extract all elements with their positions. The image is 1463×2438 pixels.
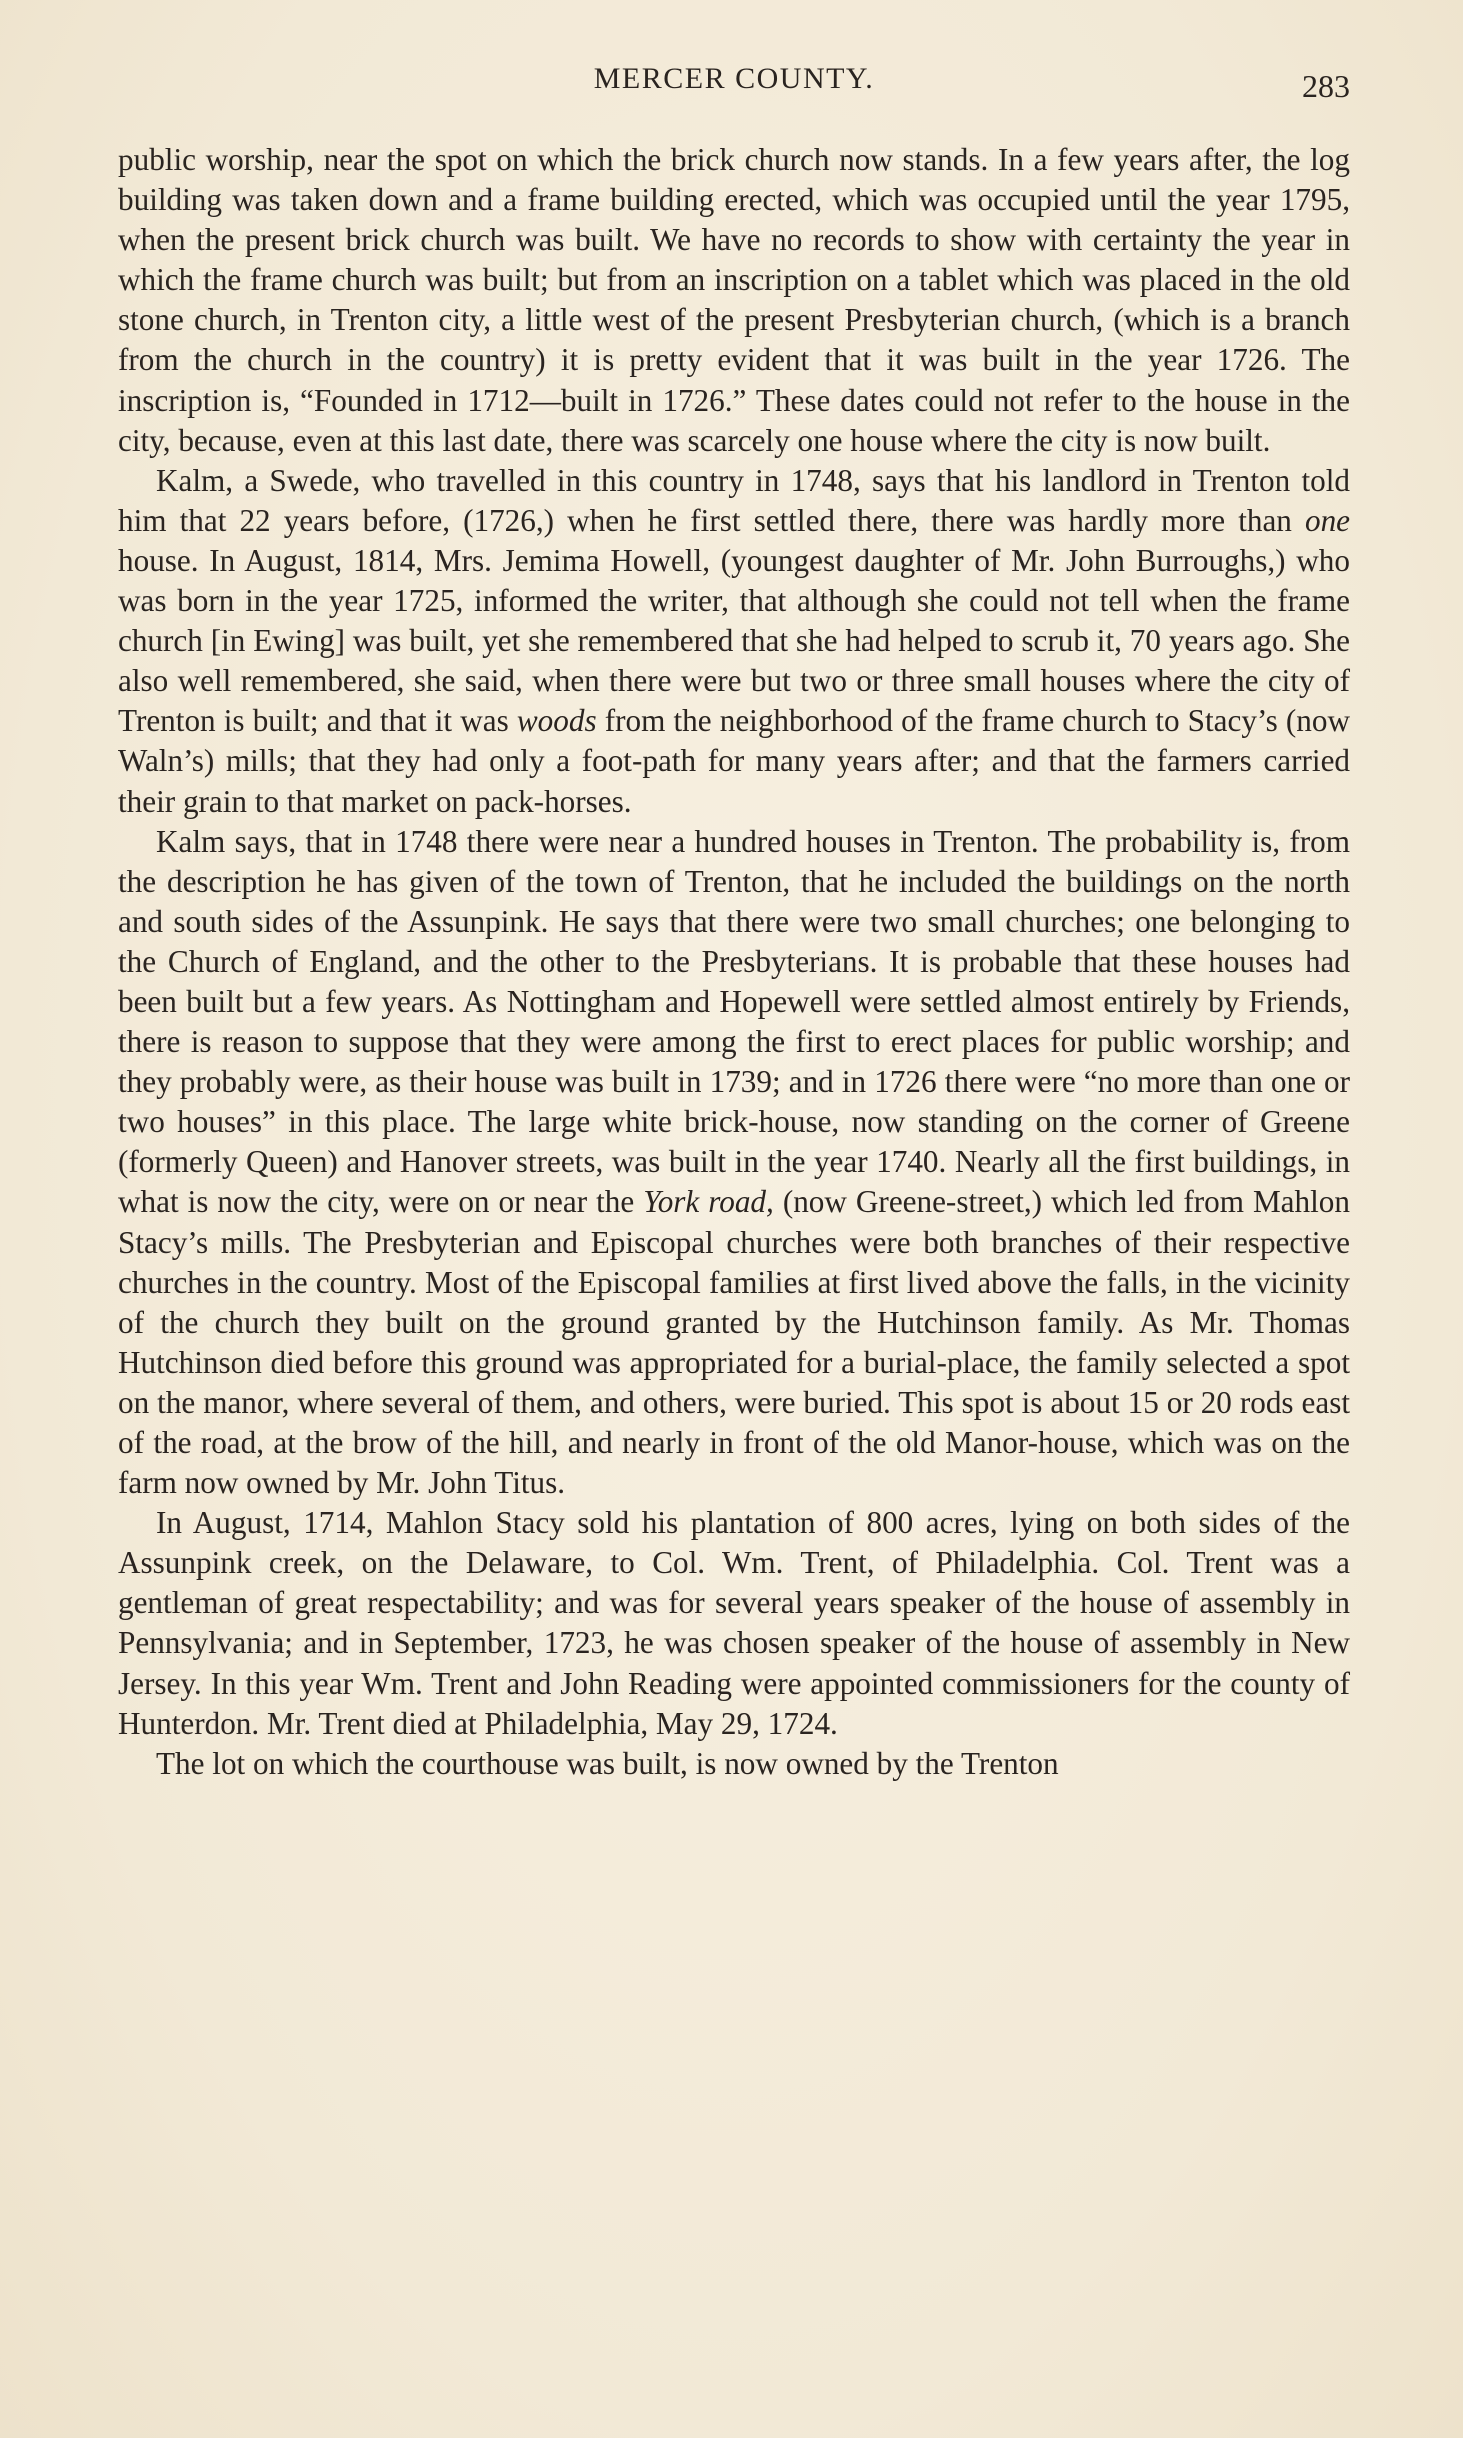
text-segment: In August, 1714, Mahlon Stacy sold his plantation of 800 acres, lying on both sides of the Assunpink creek, on the Delaware, to Col. Wm. Trent, of Philadelphia. Col. Trent was a gentleman of great respectability; and was for several years speaker of the house of assembly in Pennsylvania; and in September, 1723, he was chosen speaker of the house of assembly in New Jersey. In this year Wm. Trent and John Reading were appointed commissioners for the county of Hunterdon. Mr. Trent died at Philadelphia, May 29, 1724.	[118, 1505, 1350, 1741]
italic-segment: one	[1304, 502, 1350, 538]
page-number: 283	[1302, 68, 1350, 104]
running-head	[118, 62, 1350, 102]
text-segment: The lot on which the courthouse was built, is now owned by the Trenton	[156, 1745, 1059, 1781]
paragraph-3	[118, 822, 1350, 1504]
paragraph-5	[118, 1744, 1350, 1784]
paragraph-1	[118, 140, 1350, 461]
text-segment: house. In August, 1814, Mrs. Jemima Howell, (youngest daughter of Mr. John Burroughs,) who was born in the year 1725, informed the writer, that although she could not tell when the frame church [in Ewing] was built, yet she remembered that she had helped to scrub it, 70 years ago. She also well remembered, she said, when there were but two or three small houses where the city of Trenton is built; and that it was	[118, 542, 1350, 739]
text-segment: Kalm, a Swede, who travelled in this country in 1748, says that his landlord in Trenton told him that 22 years before, (1726,) when he first settled there, there was hardly more than	[118, 462, 1350, 538]
text-segment: from the neighborhood of the frame church to Stacy’s (now Waln’s) mills; that they had only a foot-path for many years after; and that the farmers carried their grain to that market on pack-horses.	[118, 703, 1350, 819]
paragraph-4	[118, 1503, 1350, 1744]
text-segment: (now Greene-street,) which led from Mahlon Stacy’s mills. The Presbyterian and Episcopal churches were both branches of their respective churches in the country. Most of the Episcopal families at first lived above the falls, in the vicinity of the church they built on the ground granted by the Hutchinson family. As Mr. Thomas Hutchinson died before this ground was appropriated for a burial-place, the family selected a spot on the manor, where several of them, and others, were buried. This spot is about 15 or 20 rods east of the road, at the brow of the hill, and nearly in front of the old Manor-house, which was on the farm now owned by Mr. John Titus.	[118, 1184, 1350, 1501]
text-segment: public worship, near the spot on which the brick church now stands. In a few years after, the log building was taken down and a frame building erected, which was occupied until the year 1795, when the present brick church was built. We have no records to show with certainty the year in which the frame church was built; but from an inscription on a tablet which was placed in the old stone church, in Trenton city, a little west of the present Presbyterian church, (which is a branch from the church in the country) it is pretty evident that it was built in the year 1726. The inscription is, “Founded in 1712—built in 1726.” These dates could not refer to the house in the city, because, even at this last date, there was scarcely one house where the city is now built.	[118, 142, 1350, 458]
italic-segment: York road,	[643, 1184, 774, 1220]
text-segment: Kalm says, that in 1748 there were near a hundred houses in Trenton. The probability is, from the description he has given of the town of Trenton, that he included the buildings on the north and south sides of the Assunpink. He says that there were two small churches; one belonging to the Church of England, and the other to the Presbyterians. It is probable that these houses had been built but a few years. As Nottingham and Hopewell were settled almost entirely by Friends, there is reason to suppose that they were among the first to erect places for public worship; and they probably were, as their house was built in 1739; and in 1726 there were “no more than one or two houses” in this place. The large white brick-house, now standing on the corner of Greene (formerly Queen) and Hanover streets, was built in the year 1740. Nearly all the first buildings, in what is now the city, were on or near the	[118, 823, 1350, 1220]
paragraph-2	[118, 461, 1350, 822]
body-text	[118, 140, 1350, 1784]
italic-segment: woods	[516, 703, 597, 739]
running-title: MERCER COUNTY.	[593, 62, 875, 95]
